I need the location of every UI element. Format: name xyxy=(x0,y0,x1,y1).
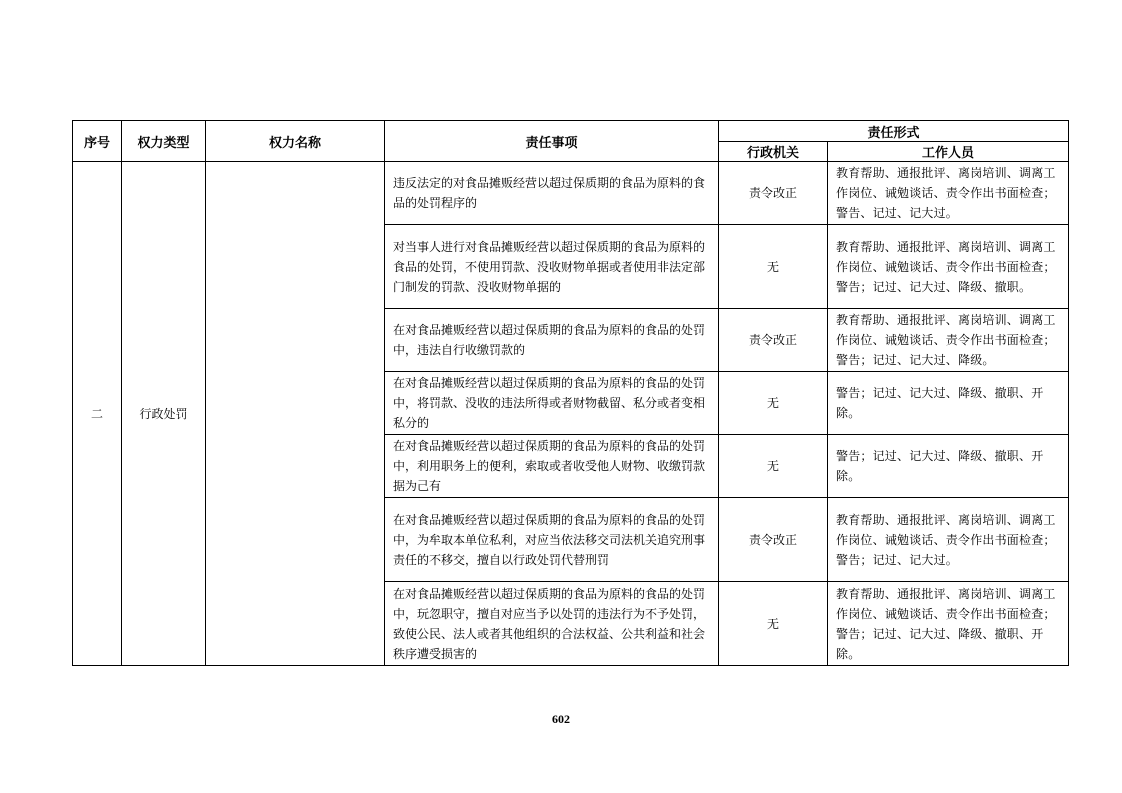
staff-cell: 教育帮助、通报批评、离岗培训、调离工作岗位、诫勉谈话、责令作出书面检查；警告；记过、记大过。 xyxy=(828,498,1069,582)
header-duty: 责任事项 xyxy=(385,121,719,162)
duty-cell: 在对食品摊贩经营以超过保质期的食品为原料的食品的处罚中，将罚款、没收的违法所得或者财物截留、私分或者变相私分的 xyxy=(385,372,719,435)
admin-org-cell: 责令改正 xyxy=(719,498,828,582)
header-admin-org: 行政机关 xyxy=(719,142,828,162)
duty-cell: 在对食品摊贩经营以超过保质期的食品为原料的食品的处罚中，违法自行收缴罚款的 xyxy=(385,309,719,372)
page-number: 602 xyxy=(552,712,570,726)
header-staff: 工作人员 xyxy=(828,142,1069,162)
staff-cell: 教育帮助、通报批评、离岗培训、调离工作岗位、诫勉谈话、责令作出书面检查；警告、记过、记大过。 xyxy=(828,162,1069,225)
header-power-name: 权力名称 xyxy=(206,121,385,162)
duty-cell: 在对食品摊贩经营以超过保质期的食品为原料的食品的处罚中，为牟取本单位私利，对应当依法移交司法机关追究刑事责任的不移交，擅自以行政处罚代替刑罚 xyxy=(385,498,719,582)
staff-cell: 教育帮助、通报批评、离岗培训、调离工作岗位、诫勉谈话、责令作出书面检查；警告；记过、记大过、降级、撤职、开除。 xyxy=(828,582,1069,666)
admin-org-cell: 无 xyxy=(719,582,828,666)
duty-cell: 在对食品摊贩经营以超过保质期的食品为原料的食品的处罚中，利用职务上的便利，索取或者收受他人财物、收缴罚款据为己有 xyxy=(385,435,719,498)
staff-cell: 警告；记过、记大过、降级、撤职、开除。 xyxy=(828,435,1069,498)
group-power-name xyxy=(206,162,385,666)
table-row xyxy=(73,162,1069,225)
duty-cell: 在对食品摊贩经营以超过保质期的食品为原料的食品的处罚中，玩忽职守，擅自对应当予以处罚的违法行为不予处罚，致使公民、法人或者其他组织的合法权益、公共利益和社会秩序遭受损害的 xyxy=(385,582,719,666)
staff-cell: 教育帮助、通报批评、离岗培训、调离工作岗位、诫勉谈话、责令作出书面检查；警告；记过、记大过、降级。 xyxy=(828,309,1069,372)
staff-cell: 教育帮助、通报批评、离岗培训、调离工作岗位、诫勉谈话、责令作出书面检查；警告；记过、记大过、降级、撤职。 xyxy=(828,225,1069,309)
admin-org-cell: 无 xyxy=(719,372,828,435)
admin-org-cell: 无 xyxy=(719,225,828,309)
staff-cell: 警告；记过、记大过、降级、撤职、开除。 xyxy=(828,372,1069,435)
admin-org-cell: 无 xyxy=(719,435,828,498)
header-seq: 序号 xyxy=(73,121,122,162)
admin-org-cell: 责令改正 xyxy=(719,162,828,225)
group-seq: 二 xyxy=(73,162,122,666)
duty-cell: 违反法定的对食品摊贩经营以超过保质期的食品为原料的食品的处罚程序的 xyxy=(385,162,719,225)
admin-org-cell: 责令改正 xyxy=(719,309,828,372)
header-resp-form: 责任形式 xyxy=(719,121,1069,142)
header-row-1 xyxy=(73,121,1069,142)
responsibility-table xyxy=(72,120,1069,666)
group-power-type: 行政处罚 xyxy=(122,162,206,666)
header-power-type: 权力类型 xyxy=(122,121,206,162)
duty-cell: 对当事人进行对食品摊贩经营以超过保质期的食品为原料的食品的处罚，不使用罚款、没收财物单据或者使用非法定部门制发的罚款、没收财物单据的 xyxy=(385,225,719,309)
